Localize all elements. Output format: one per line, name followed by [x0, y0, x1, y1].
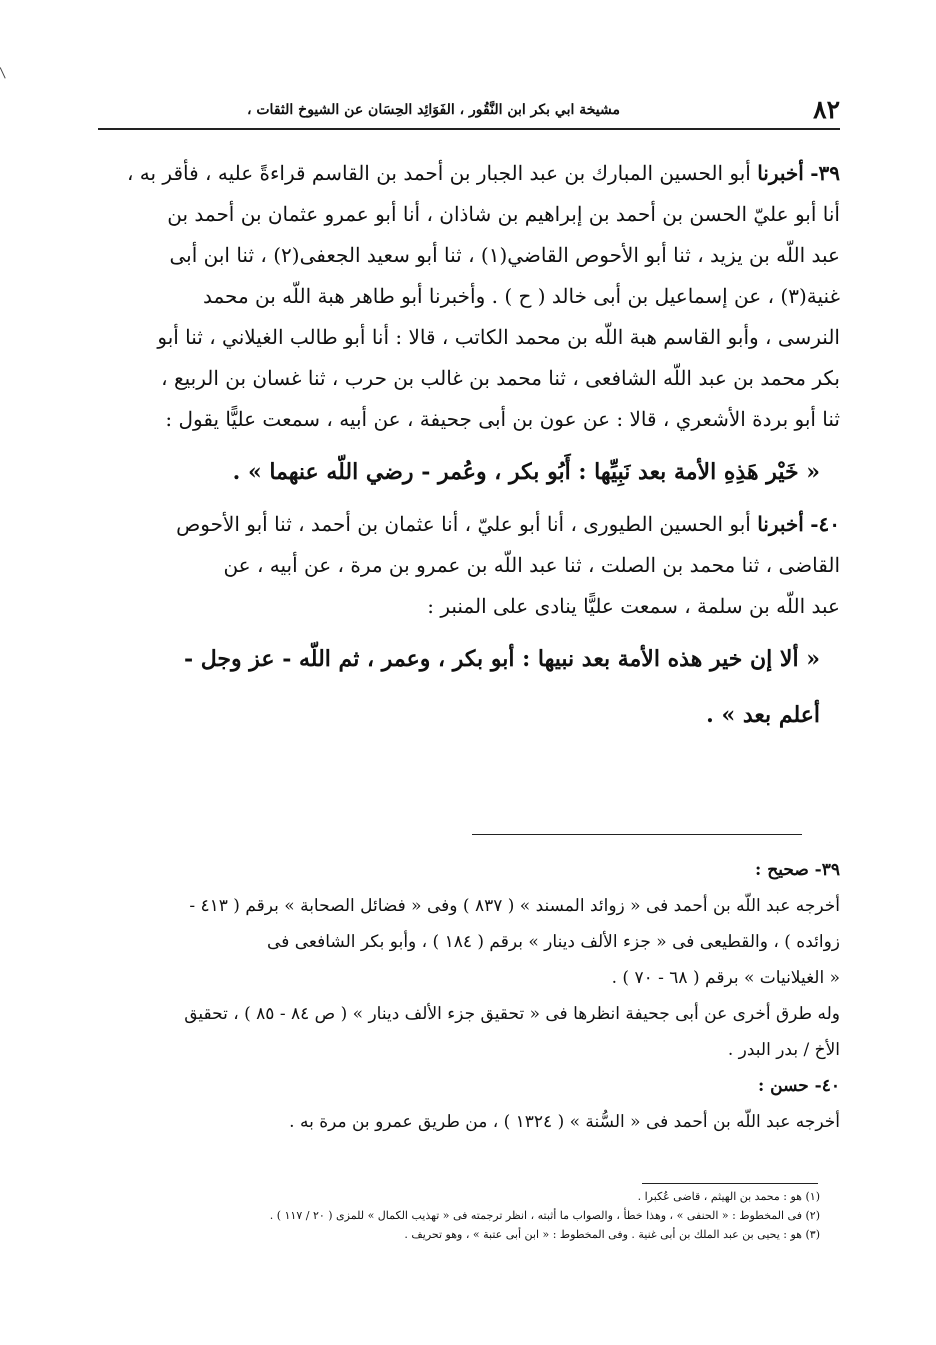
- hadith-40-isnad-line: أبو الحسين الطيورى ، أنا أبو عليّ ، أنا عثمان بن أحمد ، ثنا أبو الأحوص: [176, 512, 751, 536]
- hadith-39-isnad-line: أبو الحسين المبارك بن عبد الجبار بن أحمد بن القاسم قراءةً عليه ، فأقر به ،: [126, 161, 751, 185]
- hadith-40-line-1: [98, 504, 840, 545]
- footnotes: [98, 1187, 820, 1244]
- hadith-40-text-line: أعلم بعد » .: [706, 702, 820, 728]
- hadith-39-akhbarana: أخبرنا: [757, 161, 804, 185]
- note-39-line: زوائده ) ، والقطيعى فى « جزء الألف دينار » برقم ( ١٨٤ ) ، وأبو بكر الشافعى فى: [267, 932, 840, 952]
- footnote-2: (٢) فى المخطوط : « الحنفى » ، وهذا خطأ ، والصواب ما أثبته ، انظر ترجمته فى « تهذيب الكمال » للمزى ( ٢٠ / ١١٧ ) .: [269, 1209, 820, 1222]
- main-text: [98, 153, 840, 747]
- note-39-line: أخرجه عبد اللّه بن أحمد فى « زوائد المسند » ( ٨٣٧ ) وفى « فضائل الصحابة » برقم ( ٤١٣ -: [189, 896, 840, 916]
- hadith-40-isnad-line: القاضى ، ثنا محمد بن الصلت ، ثنا عبد اللّه بن عمرو بن مرة ، عن أبيه ، عن: [223, 553, 840, 577]
- hadith-39-isnad-line: ثنا أبو بردة الأشعري ، قالا : عن عون بن أبى جحيفة ، عن أبيه ، سمعت عليًّا يقول :: [165, 407, 840, 431]
- running-title: مشيخة ابي بكر ابن النَّقُور ، الفَوَائِد الحِسَان عن الشيوخ الثقات ،: [246, 102, 620, 118]
- note-40-heading: ٤٠- حسن :: [757, 1076, 840, 1096]
- hadith-39-number: ٣٩-: [810, 161, 840, 185]
- hadith-39-text: « خَيْر هَذِهِ الأمة بعد نَبِيِّها : أَبُو بكر ، وعُمر - رضي اللّه عنهما » .: [232, 459, 820, 485]
- note-40-line: أخرجه عبد اللّه بن أحمد فى « السُّنة » ( ١٣٢٤ ) ، من طريق عمرو بن مرة به .: [289, 1112, 840, 1132]
- note-39-line: وله طرق أخرى عن أبى جحيفة انظرها فى « تحقيق جزء الألف دينار » ( ص ٨٤ - ٨٥ ) ، تحقيق: [184, 1004, 840, 1024]
- hadith-39-line-1: [98, 153, 840, 194]
- hadith-40-text-line: « ألا إن خير هذه الأمة بعد نبيها : أبو بكر ، وعمر ، ثم اللّه - عز وجل -: [183, 646, 820, 672]
- hadith-40-isnad-line: عبد اللّه بن سلمة ، سمعت عليًّا ينادى على المنبر :: [427, 594, 840, 618]
- hadith-39-isnad-line: غنية(٣) ، عن إسماعيل بن أبى خالد ( ح ) . وأخبرنا أبو طاهر هبة اللّه بن محمد: [202, 284, 840, 308]
- footnotes-divider: [642, 1183, 818, 1184]
- note-39-line: الأخ / بدر البدر .: [727, 1040, 840, 1060]
- hadith-39-isnad-line: النرسى ، وأبو القاسم هبة اللّه بن محمد الكاتب ، قالا : أنا أبو طالب الغيلاني ، ثنا أبو: [157, 325, 840, 349]
- page-header: [98, 92, 840, 130]
- hadith-40-number: ٤٠-: [810, 512, 840, 536]
- footnote-1: (١) هو : محمد بن الهيثم ، قاضى عُكبرا .: [637, 1190, 820, 1203]
- note-39-heading: ٣٩- صحيح :: [755, 860, 840, 880]
- page-number: ٨٢: [813, 95, 840, 124]
- notes-divider: [472, 834, 802, 835]
- note-39-line: « الغيلانيات » برقم ( ٦٨ - ٧٠ ) .: [611, 968, 840, 988]
- hadith-39-isnad-line: أنا أبو عليّ الحسن بن أحمد بن إبراهيم بن شاذان ، أنا أبو عمرو عثمان بن أحمد بن: [167, 202, 840, 226]
- hadith-39-isnad-line: عبد اللّه بن يزيد ، ثنا أبو الأحوص القاضي(١) ، ثنا أبو سعيد الجعفى(٢) ، ثنا ابن أبى: [169, 243, 840, 267]
- footnote-3: (٣) هو : يحيى بن عبد الملك بن أبى غنية . وفى المخطوط : « ابن أبى عتبة » ، وهو تحريف .: [404, 1228, 820, 1241]
- takhrij-notes: [98, 852, 840, 1140]
- scan-edge-mark: [0, 66, 9, 79]
- hadith-39-isnad-line: بكر محمد بن عبد اللّه الشافعى ، ثنا محمد بن غالب بن حرب ، ثنا غسان بن الربيع ،: [161, 366, 840, 390]
- hadith-40-akhbarana: أخبرنا: [757, 512, 804, 536]
